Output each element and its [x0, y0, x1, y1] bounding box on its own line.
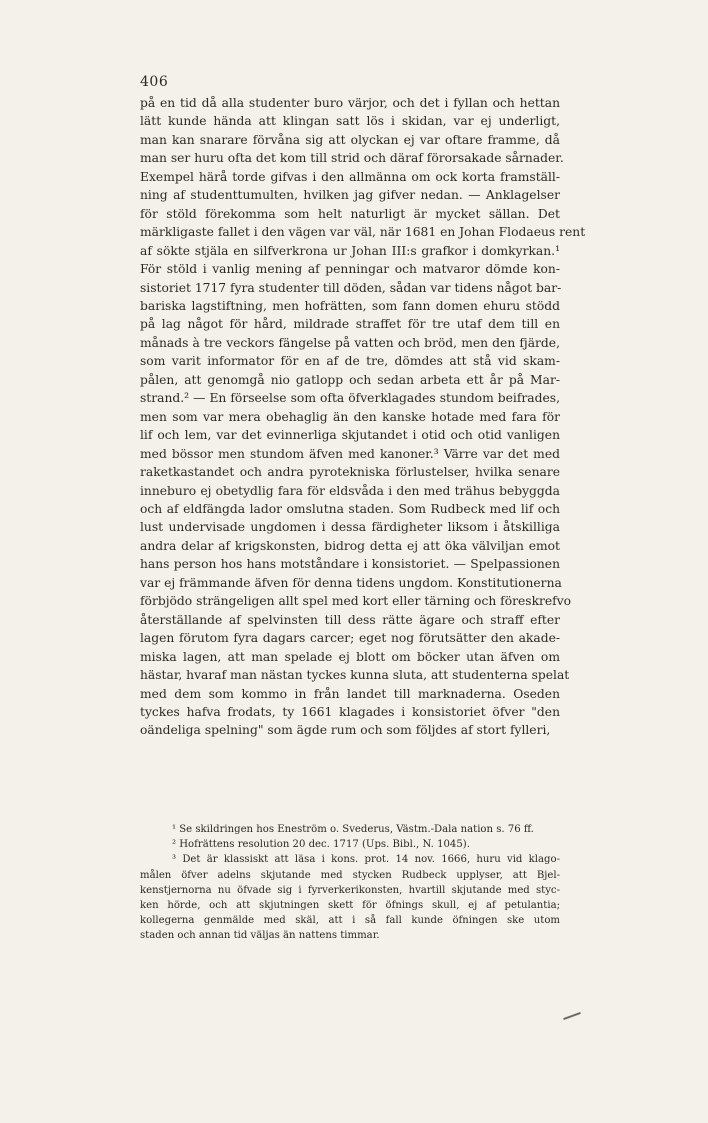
text-line: för stöld förekomma som helt naturligt är mycket sällan. Det	[140, 206, 560, 221]
text-line: lif och lem, var det evinnerliga skjutandet i otid och otid vanligen	[140, 428, 560, 443]
text-line: lagen förutom fyra dagars carcer; eget nog förutsätter den akade-	[140, 631, 560, 646]
text-line: hans person hos hans motståndare i konsistoriet. — Spelpassionen	[140, 557, 560, 572]
text-line: med bössor men stundom äfven med kanoner.³ Värre var det med	[140, 446, 560, 461]
footnote-line: ³ Det är klassiskt att läsa i kons. prot. 14 nov. 1666, huru vid klago-	[172, 854, 560, 866]
page-number: 406	[140, 74, 169, 90]
footnote-line: ² Hofrättens resolution 20 dec. 1717 (Ups. Bibl., N. 1045).	[172, 839, 470, 851]
text-line: månads à tre veckors fängelse på vatten och bröd, men den fjärde,	[140, 335, 560, 350]
text-line: bariska lagstiftning, men hofrätten, som fann domen ehuru stödd	[140, 298, 560, 313]
text-line: hästar, hvaraf man nästan tyckes kunna sluta, att studenterna spelat	[140, 668, 570, 683]
text-line: miska lagen, att man spelade ej blott om böcker utan äfven om	[140, 649, 560, 664]
footnote-line: målen öfver adelns skjutande med stycken Rudbeck upplyser, att Bjel-	[140, 869, 560, 881]
footnote-line: ¹ Se skildringen hos Eneström o. Svederus, Västm.-Dala nation s. 76 ff.	[172, 824, 534, 835]
text-line: på lag något för hård, mildrade straffet för tre utaf dem till en	[140, 317, 560, 332]
text-line: förbjödo strängeligen allt spel med kort eller tärning och föreskrefvo	[140, 594, 572, 609]
text-line: man ser huru ofta det kom till strid och däraf förorsakade sårnader.	[140, 151, 564, 166]
text-line: men som var mera obehaglig än den kanske hotade med fara för	[140, 409, 560, 424]
text-line: af sökte stjäla en silfverkrona ur Johan III:s grafkor i domkyrkan.¹	[140, 243, 560, 258]
printer-mark	[563, 1012, 581, 1020]
text-line: ning af studenttumulten, hvilken jag gifver nedan. — Anklagelser	[140, 188, 560, 203]
text-line: inneburo ej obetydlig fara för eldsvåda i den med trähus bebyggda	[140, 483, 560, 498]
text-line: på en tid då alla studenter buro värjor, och det i fyllan och hettan	[140, 96, 560, 110]
body-text	[140, 94, 586, 740]
text-line: var ej främmande äfven för denna tidens ungdom. Konstitutionerna	[140, 575, 562, 590]
text-line: lust undervisade ungdomen i dessa färdigheter liksom i åtskilliga	[140, 520, 560, 535]
footnote-line: staden och annan tid väljas än nattens timmar.	[140, 930, 380, 942]
text-line: oändeliga spelning" som ägde rum och som följdes af stort fylleri,	[140, 723, 551, 738]
text-line: lätt kunde hända att klingan satt lös i skidan, var ej underligt,	[140, 114, 560, 129]
footnotes	[140, 822, 560, 944]
text-line: sistoriet 1717 fyra studenter till döden, sådan var tidens något bar-	[140, 280, 562, 295]
text-line: man kan snarare förvåna sig att olyckan ej var oftare framme, då	[140, 132, 560, 147]
footnote-line: ken hörde, och att skjutningen skett för öfnings skull, ej af petulantia;	[140, 900, 560, 912]
text-line: pålen, att genomgå nio gatlopp och sedan arbeta ett år på Mar-	[140, 372, 560, 387]
text-line: tyckes hafva frodats, ty 1661 klagades i konsistoriet öfver "den	[140, 704, 560, 719]
text-line: med dem som kommo in från landet till marknaderna. Oseden	[140, 686, 560, 701]
footnote-line: kollegerna genmälde med skäl, att i så fall kunde öfningen ske utom	[140, 915, 560, 927]
text-line: återställande af spelvinsten till dess rätte ägare och straff efter	[140, 612, 560, 627]
text-line: Exempel härå torde gifvas i den allmänna om ock korta framställ-	[140, 169, 560, 184]
text-line: andra delar af krigskonsten, bidrog detta ej att öka välviljan emot	[140, 538, 560, 553]
text-line: och af eldfängda lador omslutna staden. Som Rudbeck med lif och	[140, 501, 560, 516]
text-line: strand.² — En förseelse som ofta öfverklagades stundom beifrades,	[140, 391, 560, 406]
text-line: märkligaste fallet i den vägen var väl, när 1681 en Johan Flodaeus rent	[140, 225, 586, 240]
text-line: som varit informator för en af de tre, dömdes att stå vid skam-	[140, 354, 560, 369]
text-line: För stöld i vanlig mening af penningar och matvaror dömde kon-	[140, 262, 560, 277]
text-line: raketkastandet och andra pyrotekniska förlustelser, hvilka senare	[140, 465, 560, 480]
footnote-line: kenstjernorna nu öfvade sig i fyrverkerikonsten, hvartill skjutande med styc-	[140, 884, 560, 896]
